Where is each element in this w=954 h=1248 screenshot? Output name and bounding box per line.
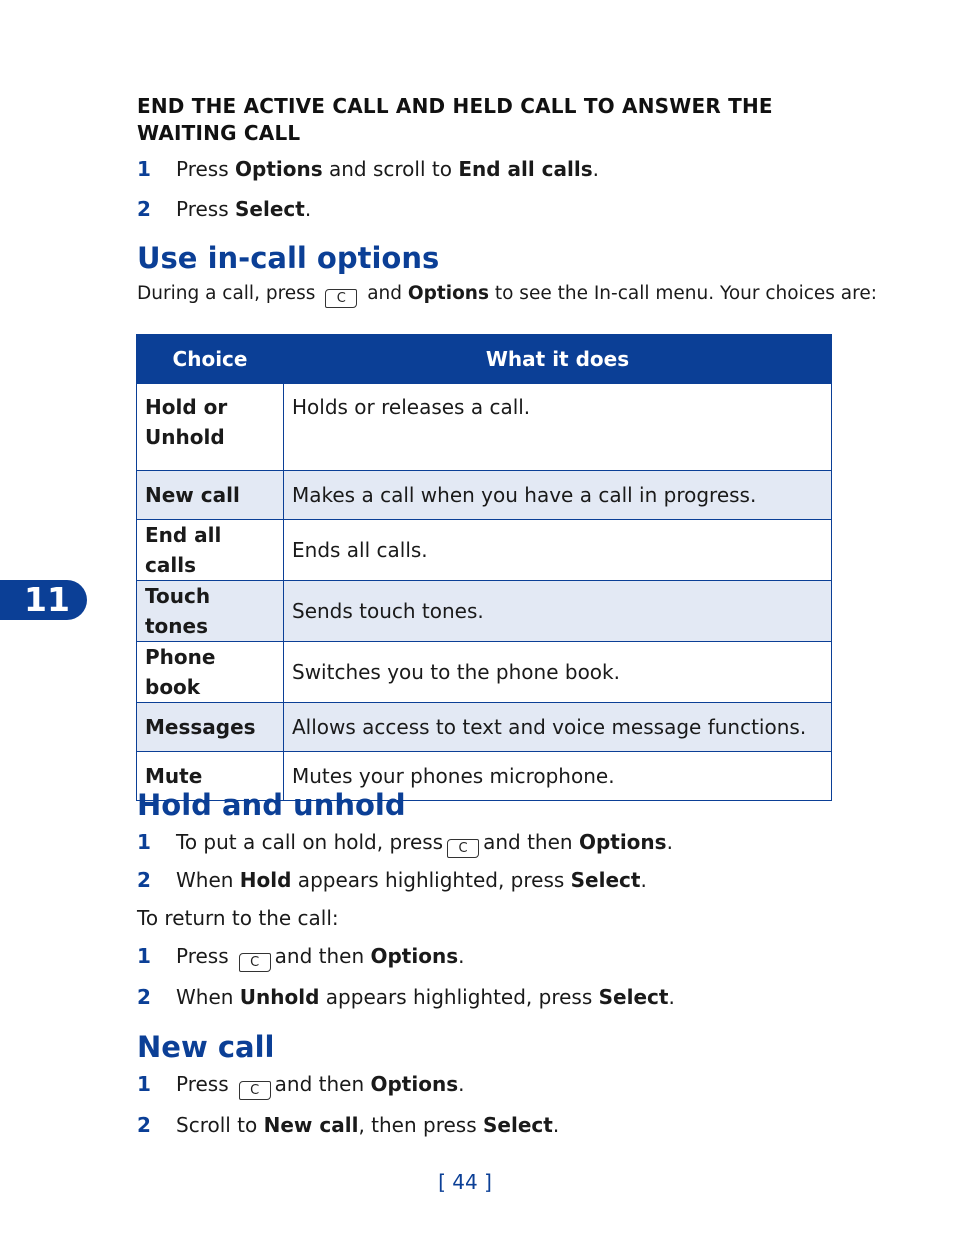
- return-text: To return to the call:: [137, 906, 339, 930]
- intro-bold: Options: [407, 283, 489, 304]
- table-row: [137, 384, 832, 471]
- intro-text: and: [367, 283, 403, 304]
- description-cell: Holds or releases a call.: [284, 384, 832, 471]
- step-number: 2: [137, 1113, 151, 1137]
- intro-text: During a call, press: [137, 283, 316, 304]
- choice-cell: Phone book: [137, 642, 284, 703]
- table-header-row: [137, 335, 832, 384]
- step-text: .: [304, 197, 312, 221]
- step-text: .: [668, 985, 675, 1009]
- table-row: [137, 642, 832, 703]
- step-text: .: [458, 944, 465, 968]
- step-text: When: [176, 985, 240, 1009]
- step-bold: Hold: [239, 868, 292, 892]
- step-bold: Options: [370, 1072, 459, 1096]
- choice-cell: Touch tones: [137, 581, 284, 642]
- step-text: and then: [274, 944, 365, 968]
- step-number: 1: [137, 830, 151, 854]
- c-key-icon: C: [325, 289, 357, 308]
- step-text: appears highlighted, press: [291, 868, 571, 892]
- description-cell: Allows access to text and voice message functions.: [284, 703, 832, 752]
- step-text: .: [592, 157, 599, 181]
- step-number: 1: [137, 944, 151, 968]
- step-number: 2: [137, 197, 151, 221]
- step-text: Press: [176, 157, 235, 181]
- step-number: 1: [137, 1072, 151, 1096]
- step-number: 2: [137, 985, 151, 1009]
- step-text: and then: [483, 830, 573, 854]
- step-text: Press: [176, 944, 229, 968]
- table-row: [137, 520, 832, 581]
- c-key-icon: C: [239, 953, 271, 972]
- table-row: [137, 581, 832, 642]
- table-row: [137, 703, 832, 752]
- heading-new-call: New call: [137, 1030, 275, 1064]
- choice-cell: New call: [137, 471, 284, 520]
- step-text: Scroll to: [176, 1113, 264, 1137]
- step-number: 2: [137, 868, 151, 892]
- step-text: appears highlighted, press: [319, 985, 599, 1009]
- step-text: , then press: [358, 1113, 483, 1137]
- step-text: and then: [274, 1072, 365, 1096]
- chapter-tab: [0, 580, 87, 620]
- c-key-icon: C: [239, 1081, 271, 1100]
- column-header-description: What it does: [284, 335, 832, 384]
- choice-cell: Hold or Unhold: [137, 384, 284, 471]
- step-bold: Select: [570, 868, 641, 892]
- step-text: Press: [176, 1072, 229, 1096]
- step-text: .: [666, 830, 673, 854]
- description-cell: Switches you to the phone book.: [284, 642, 832, 703]
- step-text: .: [640, 868, 647, 892]
- choice-cell: Mute: [137, 752, 284, 801]
- step-bold: End all calls: [458, 157, 593, 181]
- description-cell: Ends all calls.: [284, 520, 832, 581]
- step-bold: Unhold: [239, 985, 320, 1009]
- description-cell: Sends touch tones.: [284, 581, 832, 642]
- step-bold: Options: [578, 830, 667, 854]
- description-cell: Mutes your phones microphone.: [284, 752, 832, 801]
- step-bold: Options: [235, 157, 323, 181]
- choice-cell: Messages: [137, 703, 284, 752]
- heading-hold-unhold: Hold and unhold: [137, 788, 406, 822]
- step-bold: Select: [598, 985, 669, 1009]
- step-number: 1: [137, 157, 151, 181]
- step-text: To put a call on hold, press: [176, 830, 444, 854]
- heading-in-call-options: Use in-call options: [137, 241, 440, 275]
- step-text: and scroll to: [322, 157, 459, 181]
- table-row: [137, 471, 832, 520]
- step-bold: Select: [483, 1113, 553, 1137]
- step-text: When: [176, 868, 240, 892]
- step-bold: Options: [370, 944, 459, 968]
- description-cell: Makes a call when you have a call in progress.: [284, 471, 832, 520]
- c-key-icon: C: [447, 839, 479, 858]
- in-call-intro: [137, 282, 877, 308]
- step-bold: New call: [263, 1113, 359, 1137]
- choice-cell: End all calls: [137, 520, 284, 581]
- step-text: .: [552, 1113, 560, 1137]
- step-bold: Select: [235, 197, 305, 221]
- intro-text: to see the In-call menu. Your choices are:: [494, 283, 877, 304]
- column-header-choice: Choice: [137, 335, 284, 384]
- step-text: .: [458, 1072, 465, 1096]
- in-call-options-table: [136, 334, 832, 801]
- chapter-number: 11: [24, 580, 70, 619]
- page-number: [ 44 ]: [438, 1170, 492, 1194]
- step-text: Press: [176, 197, 235, 221]
- section-subheading: END THE ACTIVE CALL AND HELD CALL TO ANSWER THE WAITING CALL: [137, 94, 773, 145]
